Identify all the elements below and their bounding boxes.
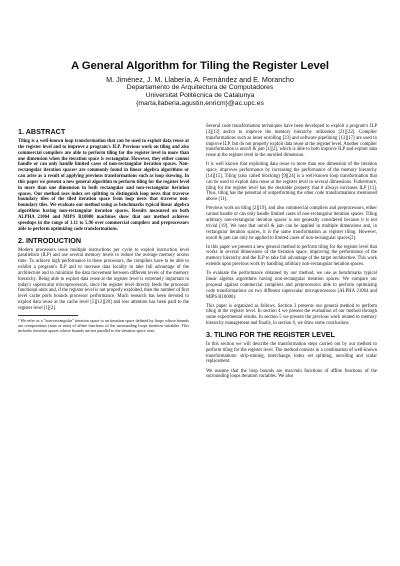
footnote: ¹ We refer as a "non-rectangular" iteration space to an iteration space defined by loops whose bounds are compositions (max or min) of affine functions of the surrounding loops iteration variables. This includes iteration spaces whose bounds are not parallel to the iteration space axes. [18, 317, 189, 334]
department: Departamento de Arquitectura de Computadores [126, 84, 274, 91]
paper-header [20, 60, 380, 109]
tiling-paragraph-1: In this section we will describe the transformation steps carried out by our method to perform tiling for the register level. The method consists in a combination of well-known transformations: strip-mining, interchange, index set splitting, unrolling and scalar replacement. [206, 341, 377, 365]
abstract-heading: 1. ABSTRACT [18, 127, 66, 136]
right-column [206, 124, 377, 383]
university: Universitat Politècnica de Catalunya [145, 92, 255, 100]
abstract [18, 139, 189, 233]
tiling-heading: 3. TILING FOR THE REGISTER LEVEL [206, 329, 335, 339]
author-emails: {marta,llaberia,agustin,enricm}@ac.upc.es [136, 100, 264, 108]
introduction-heading: 2. INTRODUCTION [18, 235, 82, 245]
intro-paragraph-5: In this paper we present a new general method to perform tiling for the register level that works in several dimensions of the iteration space, improving the performance of the memory hierarchy and the ILP to take full advantage of the target architecture. This work extends upon previous work by handling arbitrary non-rectangular iteration spaces. [206, 244, 377, 268]
paper-title: A General Algorithm for Tiling the Register Level [71, 60, 329, 72]
left-column [18, 124, 189, 336]
intro-paragraph-4: Previous work on tiling [2][19], and also commercial compilers and preprocessors, either cannot handle or can only handle limited cases of non-rectangular iteration spaces. Tiling arbitrary non-rectangular iteration spaces is not generally considered because it is not trivial [19]. We note that unroll & jam can be applied in multiple dimensions and, in rectangular iteration spaces, it is the same transformation as register tiling. However, unroll & jam can only be applied to limited cases of non-rectangular spaces[2]. [206, 206, 377, 241]
intro-paragraph-6: To evaluate the performance obtained by our method, we use as benchmarks typical linear algebra algorithms having non-rectangular iteration spaces. We compare our proposal against commercial compilers and preprocessors able to perform optimizing code transformations on two different superscalar microprocessors (ALPHA 21064 and MIPS R10000). [206, 271, 377, 300]
paper-authors: M. Jiménez, J. M. Llabería, A. Fernández and E. Morancho [106, 75, 294, 84]
tiling-paragraph-2: We assume that the loop bounds are max/min functions of affine functions of the surrounding loops iteration variables. We also [206, 368, 377, 380]
intro-paragraph-2: Several code transformation techniques have been developed to exploit a program's ILP [3][13] and/or to improve the memory hierarchy utilization [21][22]. Compiler transformations such as inner unrolling [23] and software pipelining [13][17] are used to improve ILP, but do not properly exploit data reuse at the register level. Another compiler transformation is unroll & jam [1][2], which is able to both improve ILP and exploit data reuse at the register level in the unrolled dimension. [206, 124, 377, 159]
abstract-text: Tiling is a well-known loop transformation that can be used to exploit data reuse at the register level and to improve a program's ILP. Previous work on tiling and also commercial compilers are able to perform tiling for the register level in more than one dimension when the iteration space is rectangular. However, they either cannot handle or can only handle limited cases of non-rectangular iteration spaces. Non-rectangular iteration spaces¹ are commonly found in linear algebra algorithms or can arise as a result of applying previous transformations such as loop skewing. In this paper we present a new general algorithm to perform tiling for the register level in more than one dimension in both rectangular and non-rectangular iteration spaces. Our method uses index set splitting to distinguish loop nests that traverse boundary tiles of the tiled iteration space from loop nests that traverse non-boundary tiles. We evaluate our method using as benchmarks typical linear algebra algorithms having non-rectangular iteration spaces. Results measured on both ALPHA 21064 and MIPS R10000 machines show that our method achieves speedups in the range of 1.11 to 5.96 over commercial compilers and preprocessors able to perform optimizing code transformations. [18, 139, 189, 232]
intro-paragraph-3: It is well known that exploiting data reuse in more than one dimension of the iteration space, improves performance by increasing the performance of the memory hierarchy [14][15]. Tiling (also called blocking) [9][24] is a well-known loop transformation that can be used to exploit data reuse at the register level in several dimensions. Futhermore, tiling for the register level has the desirable property that it always increases ILP [11]. Thus, tiling has the potential of outperforming the other code transformations mentioned above [11]. [206, 162, 377, 203]
footnote-divider [18, 315, 78, 316]
introduction-paragraph: Modern processors issue multiple instructions per cycle to exploit instruction level parallelism (ILP) and use several memory levels to reduce the average memory access time. To achieve high performance in these processors, the compilers have to be able to exhibit a program's ILP and to increase data locality to take full advantage of the architecture and to minimize the data movement between different levels of the memory hierarchy. Being able to exploit data reuse at the register level is extremely important in today's superscalar microprocessors, since the register level directly feeds the processor functional units and, if the register level is not properly exploited, then the number of first level cache ports bounds processor performance. Much research has been devoted to exploit data reuse at the cache level [5][12][20] and less attention has been paid to the register level [1][2]. [18, 247, 189, 311]
intro-paragraph-7: This paper is organized as follows. Section 3 presents our general method to perform tiling at the register level. In section 4 we present the evaluation of our method through some experimental results. In section 5 we present the previous work related to memory hierarchy management and finally, in section 6, we draw some conclusions. [206, 303, 377, 327]
